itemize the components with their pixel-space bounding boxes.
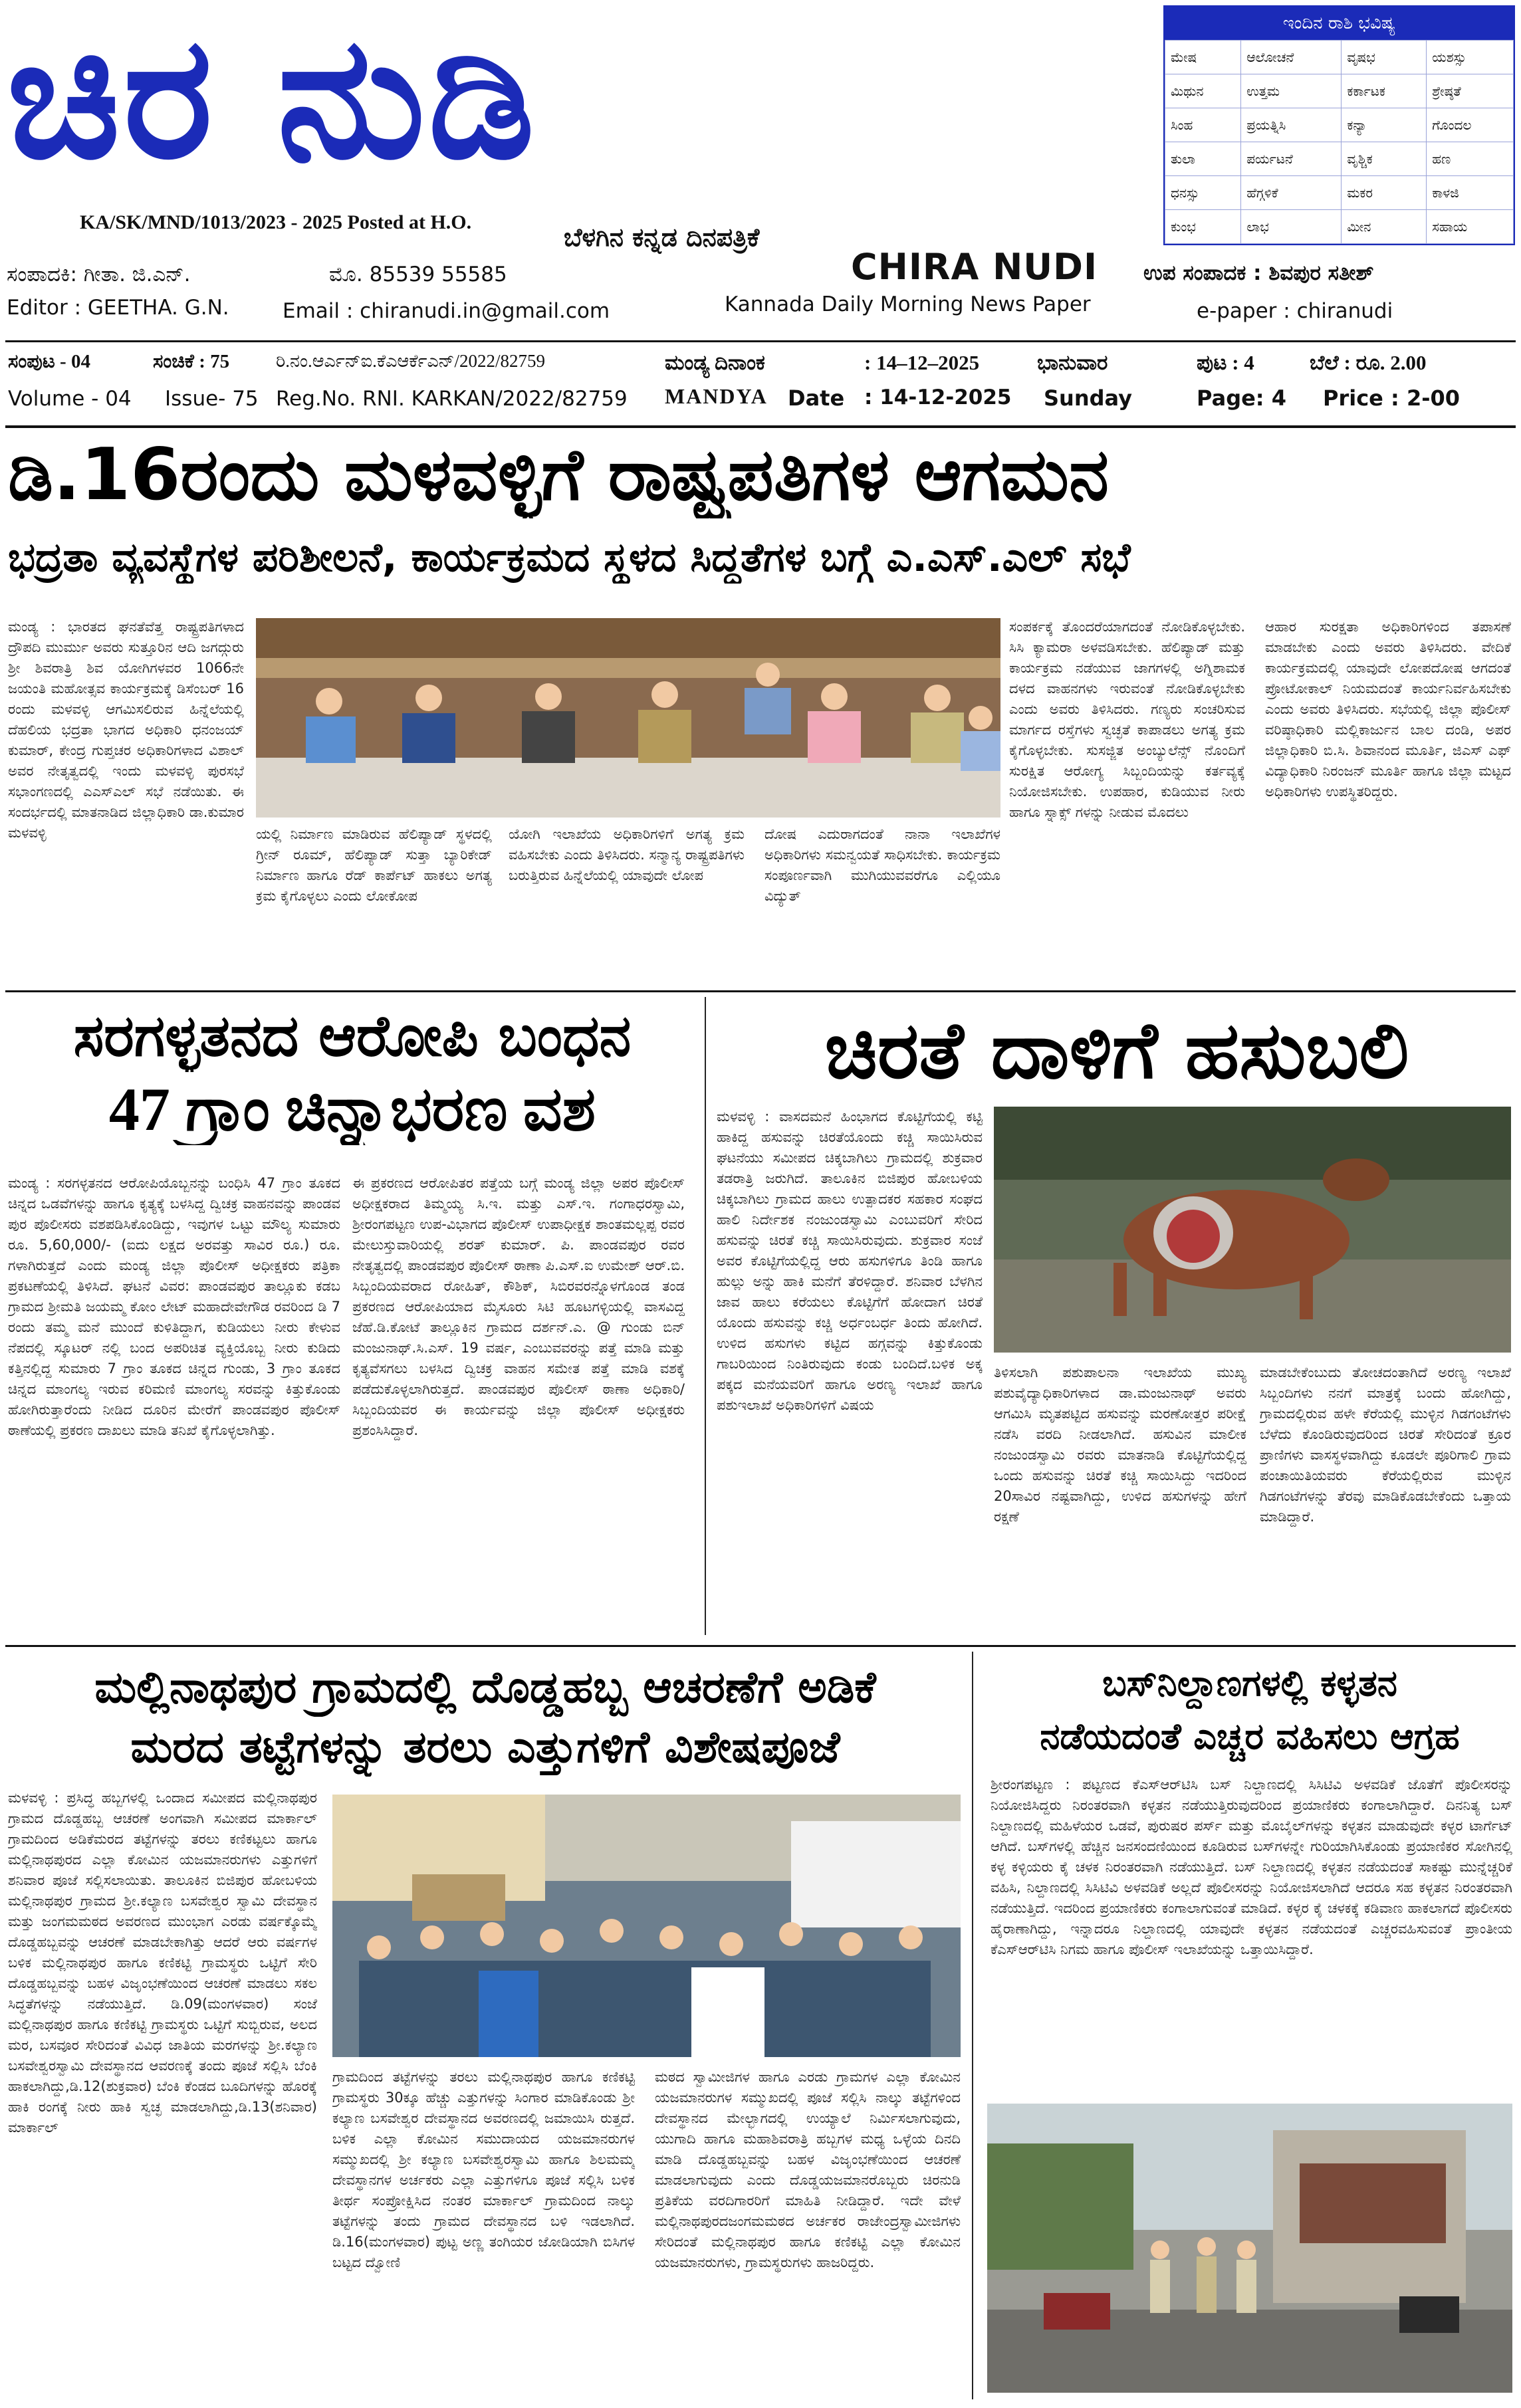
day-en: Sunday [1044, 385, 1132, 411]
leopard-photo [994, 1107, 1511, 1353]
horoscope-box [1163, 5, 1515, 245]
horoscope-table [1165, 40, 1514, 244]
theft-headline-2: 47 ಗ್ರಾಂ ಚಿನ್ನಾಭರಣ ವಶ [108, 1075, 596, 1143]
reg-en: Reg.No. RNI. KARKAN/2022/82759 [276, 387, 628, 411]
leopard-headline: ಚಿರತೆ ದಾಳಿಗೆ ಹಸುಬಲಿ [824, 1004, 1409, 1096]
leopard-column-1: ಮಳವಳ್ಳಿ : ವಾಸದಮನೆ ಹಿಂಭಾಗದ ಕೊಟ್ಟಿಗೆಯಲ್ಲಿ ಕಟ್ಟಿ ಹಾಕಿದ್ದ ಹಸುವನ್ನು ಚಿರತೆಯೊಂದು ಕಚ್ಚಿ ಸಾಯಿಸಿರುವ ಘಟನೆಯು ಸಮೀಪದ ಚಿಕ್ಕಬಾಗಿಲು ಗ್ರಾಮದಲ್ಲಿ ಶುಕ್ರವಾರ ತಡರಾತ್ರಿ ಜರುಗಿದೆ. ತಾಲೂಕಿನ ಬಿಜಿಪುರ ಹೋಬಳಿಯ ಚಿಕ್ಕಬಾಗಿಲು ಗ್ರಾಮದ ಹಾಲು ಉತ್ಪಾದಕರ ಸಹಕಾರ ಸಂಘದ ಹಾಲಿ ನಿರ್ದೇಶಕ ನಂಜುಂಡಸ್ವಾಮಿ ಎಂಬುವರಿಗೆ ಸೇರಿದ ಹಸುವನ್ನು ಚಿರತೆ ಕಚ್ಚಿ ಸಾಯಿಸಿರುವುದು. ಶುಕ್ರವಾರ ಸಂಜೆ ಅವರ ಕೊಟ್ಟಿಗೆಯಲ್ಲಿದ್ದ ಆರು ಹಸುಗಳಿಗೂ ತಿಂಡಿ ಹಾಗೂ ಹುಲ್ಲು ಅನ್ನು ಹಾಕಿ ಮನೆಗೆ ತೆರಳಿದ್ದಾರೆ. ಶನಿವಾರ ಬೆಳಗಿನ ಜಾವ ಹಾಲು ಕರೆಯಲು ಕೊಟ್ಟಿಗೆಗೆ ಹೋದಾಗ ಚಿರತೆ ಯೊಂದು ಹಸುವನ್ನು ಕಚ್ಚಿ ಅರ್ಧಂಬರ್ಧ ತಿಂದು ಹೋಗಿದೆ. ಉಳಿದ ಹಸುಗಳು ಕಟ್ಟಿದ ಹಗ್ಗವನ್ನು ಕಿತ್ತುಕೊಂಡು ಗಾಬರಿಯಿಂದ ನಿಂತಿರುವುದು ಕಂಡು ಬಂದಿದೆ.ಬಳಿಕ ಅಕ್ಕ ಪಕ್ಕದ ಮನೆಯವರಿಗೆ ಹಾಗೂ ಅರಣ್ಯ ಇಲಾಖೆ ಹಾಗೂ ಪಶುಇಲಾಖೆ ಅಧಿಕಾರಿಗಳಿಗೆ ವಿಷಯ [717, 1109, 983, 1413]
zodiac-sign: ಮೇಷ [1165, 41, 1241, 74]
horoscope-row [1165, 210, 1514, 244]
lead-column-6: ಆಹಾರ ಸುರಕ್ಷತಾ ಅಧಿಕಾರಿಗಳಿಂದ ತಪಾಸಣೆ ಮಾಡಬೇಕು ಎಂದು ಅವರು ತಿಳಿಸಿದರು. ವೇದಿಕೆ ಕಾರ್ಯಕ್ರಮದಲ್ಲಿ ಯಾವುದೇ ಲೋಪದೋಷ ಆಗದಂತೆ ಪ್ರೋಟೋಕಾಲ್ ನಿಯಮದಂತೆ ಕಾರ್ಯನಿರ್ವಹಿಸಬೇಕು ಎಂದು ಅವರು ತಿಳಿಸಿದರು. ಸಭೆಯಲ್ಲಿ ಜಿಲ್ಲಾ ಪೊಲೀಸ್ ವರಿಷ್ಠಾಧಿಕಾರಿ ಮಲ್ಲಿಕಾರ್ಜುನ ಬಾಲ ದಂಡಿ, ಅಪರ ಜಿಲ್ಲಾಧಿಕಾರಿ ಬಿ.ಸಿ. ಶಿವಾನಂದ ಮೂರ್ತಿ, ಜಿಎಸ್ ಎಫ್ ವಿದ್ಯಾಧಿಕಾರಿ ನಿರಂಜನ್ ಮೂರ್ತಿ ಹಾಗೂ ಜಿಲ್ಲಾ ಮಟ್ಟದ ಅಧಿಕಾರಿಗಳು ಉಪಸ್ಥಿತರಿದ್ದರು. [1265, 619, 1511, 800]
bus-station-photo [987, 2104, 1512, 2393]
zodiac-sign: ಮಕರ [1342, 176, 1427, 210]
paper-name-english: CHIRA NUDI [851, 246, 1098, 288]
bus-headline-2: ನಡೆಯದಂತೆ ಎಚ್ಚರ ವಹಿಸಲು ಆಗ್ರಹ [1040, 1715, 1460, 1757]
festival-column-3: ಮಠದ ಸ್ವಾಮೀಜಿಗಳ ಹಾಗೂ ಎರಡು ಗ್ರಾಮಗಳ ಎಲ್ಲಾ ಕೋಮಿನ ಯಜಮಾನರುಗಳ ಸಮ್ಮುಖದಲ್ಲಿ ಪೂಜೆ ಸಲ್ಲಿಸಿ ನಾಲ್ಕು ತಟ್ಟೆಗಳಿಂದ ದೇವಸ್ಥಾನದ ಮೇಲ್ಭಾಗದಲ್ಲಿ ಉಯ್ಯಾಲೆ ನಿರ್ಮಿಸಲಾಗುವುದು, ಯುಗಾದಿ ಹಾಗೂ ಮಹಾಶಿವರಾತ್ರಿ ಹಬ್ಬಗಳ ಮಧ್ಯ ಒಳ್ಳೆಯ ದಿನದಿ ಮಾಡಿ ದೊಡ್ಡಹಬ್ಬವನ್ನು ಬಹಳ ವಿಜೃಂಭಣೆಯಿಂದ ಆಚರಣೆ ಮಾಡಲಾಗುವುದು ಎಂದು ದೊಡ್ಡಯಜಮಾನರೊಬ್ಬರು ಚಿರನುಡಿ ಪ್ರತಿಕೆಯ ವರದಿಗಾರರಿಗೆ ಮಾಹಿತಿ ನೀಡಿದ್ದಾರೆ. ಇದೇ ವೇಳೆ ಮಲ್ಲಿನಾಥಪುರದಜಂಗಮಮಠದ ಅರ್ಚಕರ ರಾಜೇಂದ್ರಸ್ವಾಮೀಜಿಗಳು ಸೇರಿದಂತೆ ಮಲ್ಲಿನಾಥಪುರ ಹಾಗೂ ಕಣಿಕಟ್ಟಿ ಎಲ್ಲಾ ಕೋಮಿನ ಯಜಮಾನರುಗಳು, ಗ್ರಾಮಸ್ಥರುಗಳು ಹಾಜರಿದ್ದರು. [655, 2069, 961, 2270]
leopard-column-3: ಮಾಡಬೇಕೆಂಬುದು ತೋಚದಂತಾಗಿದೆ ಅರಣ್ಯ ಇಲಾಖೆ ಸಿಬ್ಬಂದಿಗಳು ನನಗೆ ಮಾತ್ರಕ್ಕೆ ಬಂದು ಹೋಗಿದ್ದು, ಗ್ರಾಮದಲ್ಲಿರುವ ಹಳೇ ಕೆರೆಯಲ್ಲಿ ಮುಳ್ಳಿನ ಗಿಡಗಂಟೆಗಳು ಬೆಳೆದು ಕೊಂಡಿರುವುದರಿಂದ ಚಿರತೆ ಸೇರಿದಂತೆ ಕ್ರೂರ ಪ್ರಾಣಿಗಳು ವಾಸಸ್ಥಳವಾಗಿದ್ದು ಕೂಡಲೇ ಪೂರಿಗಾಲಿ ಗ್ರಾಮ ಪಂಚಾಯಿತಿಯವರು ಕೆರೆಯಲ್ಲಿರುವ ಮುಳ್ಳಿನ ಗಿಡಗಂಟೆಗಳನ್ನು ತೆರವು ಮಾಡಿಕೊಡಬೇಕೆಂದು ಒತ್ತಾಯ ಮಾಡಿದ್ದಾರೆ. [1260, 1365, 1511, 1525]
lead-column-4: ದೋಷ ಎದುರಾಗದಂತೆ ನಾನಾ ಇಲಾಖೆಗಳ ಅಧಿಕಾರಿಗಳು ಸಮನ್ವಯತೆ ಸಾಧಿಸಬೇಕು. ಕಾರ್ಯಕ್ರಮ ಸಂಪೂರ್ಣವಾಗಿ ಮುಗಿಯುವವರೆಗೂ ಎಲ್ಲಿಯೂ ವಿದ್ಯುತ್ [764, 826, 1000, 904]
festival-photo [332, 1795, 961, 2057]
tagline-english: Kannada Daily Morning News Paper [725, 292, 1091, 316]
zodiac-sign: ಕನ್ಯಾ [1342, 108, 1427, 142]
lead-column-1: ಮಂಡ್ಯ : ಭಾರತದ ಘನತೆವೆತ್ತ ರಾಷ್ಟ್ರಪತಿಗಳಾದ ದ್ರೌಪದಿ ಮುರ್ಮು ಅವರು ಸುತ್ತೂರಿನ ಆದಿ ಜಗದ್ಗುರು ಶ್ರೀ ಶಿವರಾತ್ರಿ ಶಿವ ಯೋಗಿಗಳವರ 1066ನೇ ಜಯಂತಿ ಮಹೋತ್ಸವ ಕಾರ್ಯಕ್ರಮಕ್ಕೆ ಡಿಸೆಂಬರ್ 16 ರಂದು ಮಳವಳ್ಳಿ ಆಗಮಿಸಲಿರುವ ಹಿನ್ನೆಲೆಯಲ್ಲಿ ದೆಹಲಿಯ ಭದ್ರತಾ ಭಾಗದ ಅಧಿಕಾರಿ ಧನಂಜಯ್ ಕುಮಾರ್, ಕೇಂದ್ರ ಗುಪ್ತಚರ ಅಧಿಕಾರಿಗಳಾದ ವಿಶಾಲ್ ಅವರ ನೇತೃತ್ವದಲ್ಲಿ ಇಂದು ಮಳವಳ್ಳಿ ಪುರಸಭೆ ಸಭಾಂಗಣದಲ್ಲಿ ಎಎಸ್ಎಲ್ ಸಭೆ ನಡೆಯಿತು. ಈ ಸಂದರ್ಭದಲ್ಲಿ ಮಾತನಾಡಿದ ಜಿಲ್ಲಾಧಿಕಾರಿ ಡಾ.ಕುಮಾರ ಮಳವಳ್ಳಿ [8, 619, 244, 841]
lead-column-2: ಯಲ್ಲಿ ನಿರ್ಮಾಣ ಮಾಡಿರುವ ಹೆಲಿಪ್ಯಾಡ್ ಸ್ಥಳದಲ್ಲಿ ಗ್ರೀನ್ ರೂಮ್, ಹೆಲಿಪ್ಯಾಡ್ ಸುತ್ತಾ ಬ್ಯಾರಿಕೇಡ್ ನಿರ್ಮಾಣ ಹಾಗೂ ರೆಡ್ ಕಾರ್ಪೆಟ್ ಹಾಕಲು ಅಗತ್ಯ ಕ್ರಮ ಕೈಗೊಳ್ಳಲು ಎಂದು ಲೋಕೋಪ [256, 826, 492, 904]
leopard-column-2: ತಿಳಿಸಲಾಗಿ ಪಶುಪಾಲನಾ ಇಲಾಖೆಯ ಮುಖ್ಯ ಪಶುವೈದ್ಯಾಧಿಕಾರಿಗಳಾದ ಡಾ.ಮಂಜುನಾಥ್ ಅವರು ಆಗಮಿಸಿ ಮೃತಪಟ್ಟಿದ ಹಸುವನ್ನು ಮರಣೋತ್ತರ ಪರೀಕ್ಷೆ ನಡೆಸಿ ವರದಿ ನೀಡಲಾಗಿದೆ. ಹಸುವಿನ ಮಾಲೀಕ ನಂಜುಂಡಸ್ವಾಮಿ ರವರು ಮಾತನಾಡಿ ಕೊಟ್ಟಿಗೆಯಲ್ಲಿದ್ದ ಒಂದು ಹಸುವನ್ನು ಚಿರತೆ ಕಚ್ಚಿ ಸಾಯಿಸಿದ್ದು ಇದರಿಂದ 20ಸಾವಿರ ನಷ್ಟವಾಗಿದ್ದು, ಉಳಿದ ಹಸುಗಳನ್ನು ಹೇಗೆ ರಕ್ಷಣೆ [994, 1365, 1246, 1525]
festival-column-2: ಗ್ರಾಮದಿಂದ ತಟ್ಟೆಗಳನ್ನು ತರಲು ಮಲ್ಲಿನಾಥಪುರ ಹಾಗೂ ಕಣಿಕಟ್ಟಿ ಗ್ರಾಮಸ್ಥರು 30ಕ್ಕೂ ಹೆಚ್ಚು ಎತ್ತುಗಳನ್ನು ಸಿಂಗಾರ ಮಾಡಿಕೊಂಡು ಶ್ರೀ ಕಲ್ಯಾಣ ಬಸವೇಶ್ವರ ದೇವಸ್ಥಾನದ ಅವರಣದಲ್ಲಿ ಜಮಾಯಿಸಿ ರುತ್ತದೆ. ಬಳಿಕ ಎಲ್ಲಾ ಕೋಮಿನ ಸಮುದಾಯದ ಯಜಮಾನರುಗಳ ಸಮ್ಮುಖದಲ್ಲಿ ಶ್ರೀ ಕಲ್ಯಾಣ ಬಸವೇಶ್ವರಸ್ವಾಮಿ ಹಾಗೂ ಶಿಲಮಮ್ಮ ದೇವಸ್ಥಾನಗಳ ಅರ್ಚಕರು ಎಲ್ಲಾ ಎತ್ತುಗಳಿಗೂ ಪೂಜೆ ಸಲ್ಲಿಸಿ ಬಳಿಕ ತೀರ್ಥ ಸಂಪ್ರೋಕ್ಷಿಸಿದ ನಂತರ ಮಾರ್ಕಾಲ್ ಗ್ರಾಮದಿಂದ ನಾಲ್ಕು ತಟ್ಟೆಗಳನ್ನು ತಂದು ಗ್ರಾಮದ ದೇವಸ್ಥಾನದ ಬಳಿ ಇಡಲಾಗಿದೆ. ಡಿ.16(ಮಂಗಳವಾರ) ಪುಟ್ಟ ಅಣ್ಣ ತಂಗಿಯರ ಜೋಡಿಯಾಗಿ ಬಿಸಿಗಳ ಬಟ್ಟದ ದ್ವೋಣಿ [332, 2069, 635, 2270]
issue-bar-rule [5, 425, 1516, 428]
zodiac-sign: ವೃಶ್ಚಿಕ [1342, 142, 1427, 176]
theft-column-1: ಮಂಡ್ಯ : ಸರಗಳ್ಳತನದ ಆರೋಪಿಯೊಬ್ಬನನ್ನು ಬಂಧಿಸಿ 47 ಗ್ರಾಂ ತೂಕದ ಚಿನ್ನದ ಒಡವೆಗಳನ್ನು ಹಾಗೂ ಕೃತ್ಯಕ್ಕೆ ಬಳಸಿದ್ದ ದ್ವಿಚಕ್ರ ವಾಹನವನ್ನು ಪಾಂಡವ ಪುರ ಪೊಲೀಸರು ವಶಪಡಿಸಿಕೊಂಡಿದ್ದು, ಇವುಗಳ ಒಟ್ಟು ಮೌಲ್ಯ ಸುಮಾರು ರೂ. 5,60,000/- (ಐದು ಲಕ್ಷದ ಅರವತ್ತು ಸಾವಿರ ರೂ.) ರೂ. ಗಳಾಗಿರುತ್ತದೆ ಎಂದು ಮಂಡ್ಯ ಜಿಲ್ಲಾ ಪೊಲೀಸ್ ಅಧೀಕ್ಷಕರು ಪತ್ರಿಕಾ ಪ್ರಕಟಣೆಯಲ್ಲಿ ತಿಳಿಸಿದೆ. ಘಟನೆ ವಿವರ: ಪಾಂಡವಪುರ ತಾಲ್ಲೂಕು ಕಡಬ ಗ್ರಾಮದ ಶ್ರೀಮತಿ ಜಯಮ್ಮ ಕೋಂ ಲೇಟ್ ಮಹಾದೇವೇಗೌಡ ರವರಿಂದ ಡಿ 7 ರಂದು ತಮ್ಮ ಮನೆ ಮುಂದೆ ಕುಳಿತಿದ್ದಾಗ, ಕುಡಿಯಲು ನೀರು ಕೇಳುವ ನೆಪದಲ್ಲಿ ಸ್ಕೂಟರ್ ನಲ್ಲಿ ಬಂದ ಅಪರಿಚಿತ ವ್ಯಕ್ತಿಯೊಬ್ಬ ನೀರು ಕುಡಿದು ಕತ್ತಿನಲ್ಲಿದ್ದ ಸುಮಾರು 7 ಗ್ರಾಂ ತೂಕದ ಚಿನ್ನದ ಗುಂಡು, 3 ಗ್ರಾಂ ತೂಕದ ಚಿನ್ನದ ಮಾಂಗಲ್ಯ ಇರುವ ಕರಿಮಣಿ ಮಾಂಗಲ್ಯ ಸರವನ್ನು ಕಿತ್ತುಕೊಂಡು ಹೋಗಿರುತ್ತಾರೆಂದು ನೀಡಿದ ದೂರಿನ ಮೇರೆಗೆ ಪಾಂಡವಪುರ ಪೊಲೀಸ್ ಠಾಣೆಯಲ್ಲಿ ಪ್ರಕರಣ ದಾಖಲು ಮಾಡಿ ತನಿಖೆ ಕೈಗೊಳ್ಳಲಾಗಿತ್ತು. [8, 1175, 340, 1438]
lead-column-5: ಸಂಪರ್ಕಕ್ಕೆ ತೊಂದರೆಯಾಗದಂತೆ ನೋಡಿಕೊಳ್ಳಬೇಕು. ಸಿಸಿ ಕ್ಯಾಮರಾ ಅಳವಡಿಸಬೇಕು. ಹೆಲಿಪ್ಯಾಡ್ ಮತ್ತು ಕಾರ್ಯಕ್ರಮ ನಡೆಯುವ ಜಾಗಗಳಲ್ಲಿ ಅಗ್ನಿಶಾಮಕ ದಳದ ವಾಹನಗಳು ಇರುವಂತೆ ನೋಡಿಕೊಳ್ಳಬೇಕು ಎಂದು ಅವರು ತಿಳಿಸಿದರು. ಗಣ್ಯರು ಸಂಚರಿಸುವ ಮಾರ್ಗದ ರಸ್ತೆಗಳು ಸ್ವಚ್ಛತೆ ಕಾಪಾಡಲು ಅಗತ್ಯ ಕ್ರಮ ಕೈಗೊಳ್ಳಬೇಕು. ಸುಸಜ್ಜಿತ ಅಂಬ್ಯುಲೆನ್ಸ್ ನೊಂದಿಗೆ ಸುರಕ್ಷಿತ ಆರೋಗ್ಯ ಸಿಬ್ಬಂದಿಯನ್ನು ಕರ್ತವ್ಯಕ್ಕೆ ನಿಯೋಜಿಸಬೇಕು. ಉಪಹಾರ, ಕುಡಿಯುವ ನೀರು ಹಾಗೂ ಸ್ನಾಕ್ಸ್ ಗಳನ್ನು ನೀಡುವ ಮೊದಲು [1009, 619, 1245, 820]
column-divider-1 [705, 997, 706, 1635]
tagline-kannada: ಬೆಳಗಿನ ಕನ್ನಡ ದಿನಪತ್ರಿಕೆ [564, 223, 760, 252]
zodiac-sign: ಧನಸ್ಸು [1165, 176, 1241, 210]
issue-en: Issue- 75 [165, 387, 259, 411]
zodiac-sign: ತುಲಾ [1165, 142, 1241, 176]
volume-en: Volume - 04 [8, 387, 132, 411]
dead-cow-photo-image [994, 1107, 1511, 1353]
editor-email: Email : chiranudi.in@gmail.com [283, 299, 610, 323]
festival-procession-photo-image [332, 1795, 961, 2057]
zodiac-prediction: ಹೆಗ್ಗಳಿಕೆ [1241, 176, 1342, 210]
zodiac-sign: ಮೀನ [1342, 210, 1427, 244]
theft-headline-1: ಸರಗಳ್ಳತನದ ಆರೋಪಿ ಬಂಧನ [73, 1003, 632, 1069]
sub-editor: ಉಪ ಸಂಪಾದಕ : ಶಿವಪುರ ಸತೀಶ್ [1143, 261, 1374, 285]
section-rule-2 [5, 1645, 1516, 1647]
horoscope-row [1165, 74, 1514, 108]
editor-mobile: ಮೊ. 85539 55585 [329, 263, 507, 286]
festival-headline-2: ಮರದ ತಟ್ಟೆಗಳನ್ನು ತರಲು ಎತ್ತುಗಳಿಗೆ ವಿಶೇಷಪೂಜೆ [130, 1721, 840, 1773]
zodiac-prediction: ಆಲೋಚನೆ [1241, 41, 1342, 74]
zodiac-sign: ವೃಷಭ [1342, 41, 1427, 74]
masthead-rule [5, 340, 1516, 342]
bus-headline-1: ಬಸ್‌ನಿಲ್ದಾಣಗಳಲ್ಲಿ ಕಳ್ಳತನ [1102, 1662, 1397, 1704]
festival-headline-1: ಮಲ್ಲಿನಾಥಪುರ ಗ್ರಾಮದಲ್ಲಿ ದೊಡ್ಡಹಬ್ಬ ಆಚರಣೆಗೆ ಅಡಿಕೆ [94, 1662, 876, 1713]
masthead-title: ಚಿರ ನುಡಿ [7, 3, 538, 193]
lead-column-3: ಯೋಗಿ ಇಲಾಖೆಯ ಅಧಿಕಾರಿಗಳಿಗೆ ಅಗತ್ಯ ಕ್ರಮ ವಹಿಸಬೇಕು ಎಂದು ತಿಳಿಸಿದರು. ಸನ್ಮಾನ್ಯ ರಾಷ್ಟ್ರಪತಿಗಳು ಬರುತ್ತಿರುವ ಹಿನ್ನೆಲೆಯಲ್ಲಿ ಯಾವುದೇ ಲೋಪ [509, 826, 745, 883]
zodiac-sign: ಕುಂಭ [1165, 210, 1241, 244]
epaper: e-paper : chiranudi [1197, 299, 1393, 323]
day-kn: ಭಾನುವಾರ [1037, 351, 1108, 374]
zodiac-prediction: ಗೊಂದಲ [1427, 108, 1514, 142]
place-en: MANDYA [665, 384, 768, 408]
meeting-photo-image [256, 618, 1000, 818]
issue-kn: ಸಂಚಿಕೆ : 75 [153, 351, 230, 372]
lead-subheadline: ಭದ್ರತಾ ವ್ಯವಸ್ಥೆಗಳ ಪರಿಶೀಲನೆ, ಕಾರ್ಯಕ್ರಮದ ಸ್ಥಳದ ಸಿದ್ಧತೆಗಳ ಬಗ್ಗೆ ಎ.ಎಸ್.ಎಲ್ ಸಭೆ [8, 534, 1131, 581]
zodiac-prediction: ಸಹಾಯ [1427, 210, 1514, 244]
page-kn: ಪುಟ : 4 [1197, 351, 1254, 374]
editor-kannada: ಸಂಪಾದಕಿ: ಗೀತಾ. ಜಿ.ಎನ್. [7, 263, 191, 286]
zodiac-sign: ಕರ್ಕಾಟಕ [1342, 74, 1427, 108]
section-rule-1 [5, 990, 1516, 992]
horoscope-title: ಇಂದಿನ ರಾಶಿ ಭವಿಷ್ಯ [1165, 7, 1514, 40]
editor-english: Editor : GEETHA. G.N. [7, 296, 229, 320]
date-en: : 14-12-2025 [864, 385, 1012, 409]
theft-column-2: ಈ ಪ್ರಕರಣದ ಆರೋಪಿತರ ಪತ್ತೆಯ ಬಗ್ಗೆ ಮಂಡ್ಯ ಜಿಲ್ಲಾ ಅಪರ ಪೊಲೀಸ್ ಅಧೀಕ್ಷಕರಾದ ತಿಮ್ಮಯ್ಯ ಸಿ.ಇ. ಮತ್ತು ಎಸ್.ಇ. ಗಂಗಾಧರಸ್ವಾಮಿ, ಶ್ರೀರಂಗಪಟ್ಟಣ ಉಪ-ವಿಭಾಗದ ಪೊಲೀಸ್ ಉಪಾಧೀಕ್ಷಕ ಶಾಂತಮಲ್ಲಪ್ಪ ರವರ ಮೇಲುಸ್ತುವಾರಿಯಲ್ಲಿ ಶರತ್ ಕುಮಾರ್. ಪಿ. ಪಾಂಡವಪುರ ರವರ ನೇತೃತ್ವದಲ್ಲಿ ಪಾಂಡವಪುರ ಪೊಲೀಸ್ ಠಾಣಾ ಪಿ.ಎಸ್.ಐ ಉಮೇಶ್ ಆರ್.ಬಿ. ಸಿಬ್ಬಂದಿಯವರಾದ ರೋಹಿತ್, ಕೌಶಿಕ್, ಸಿಬಿರವರನ್ನೊಳಗೊಂಡ ತಂಡ ಪ್ರಕರಣದ ಆರೋಪಿಯಾದ ಮೈಸೂರು ಸಿಟಿ ಹೂಟಗಳ್ಳಿಯಲ್ಲಿ ವಾಸವಿದ್ದ ಜೆಹೆ.ಡಿ.ಕೋಟೆ ತಾಲ್ಲೂಕಿನ ಗ್ರಾಮದ ದರ್ಶನ್.ಎ. @ ಗುಂಡು ಬಿನ್ ಮಂಜುನಾಥ್.ಸಿ.ಎಸ್. 19 ವರ್ಷ, ಎಂಬುವವರನ್ನು ಪತ್ತೆ ಮಾಡಿ ಮತ್ತು ಕೃತ್ಯವೆಸಗಲು ಬಳಸಿದ ದ್ವಿಚಕ್ರ ವಾಹನ ಸಮೇತ ಪತ್ತೆ ಮಾಡಿ ವಶಕ್ಕೆ ಪಡೆದುಕೊಳ್ಳಲಾಗಿರುತ್ತದೆ. ಪಾಂಡವಪುರ ಪೊಲೀಸ್ ಠಾಣಾ ಅಧಿಕಾರಿ/ಸಿಬ್ಬಂದಿಯವರ ಈ ಕಾರ್ಯವನ್ನು ಜಿಲ್ಲಾ ಪೊಲೀಸ್ ಅಧೀಕ್ಷಕರು ಪ್ರಶಂಸಿಸಿದ್ದಾರೆ. [352, 1175, 685, 1438]
zodiac-prediction: ಶ್ರೇಷ್ಠತೆ [1427, 74, 1514, 108]
reg-kn: ರಿ.ನಂ.ಆರ್ಎನ್ಐ.ಕೆಎಆರ್ಕೆಎನ್/2022/82759 [276, 351, 546, 371]
postal-registration: KA/SK/MND/1013/2023 - 2025 Posted at H.O. [80, 211, 472, 233]
price-en: Price : 2-00 [1323, 385, 1461, 411]
zodiac-prediction: ಯಶಸ್ಸು [1427, 41, 1514, 74]
zodiac-sign: ಮಿಥುನ [1165, 74, 1241, 108]
column-divider-2 [972, 1652, 973, 2399]
price-kn: ಬೆಲೆ : ರೂ. 2.00 [1310, 351, 1427, 374]
lead-photo-meeting [256, 618, 1000, 818]
zodiac-prediction: ಹಣ [1427, 142, 1514, 176]
bus-station-photo-image [987, 2104, 1512, 2393]
zodiac-prediction: ಪರ್ಯಟನೆ [1241, 142, 1342, 176]
festival-column-1: ಮಳವಳ್ಳಿ : ಪ್ರಸಿದ್ಧ ಹಬ್ಬಗಳಲ್ಲಿ ಒಂದಾದ ಸಮೀಪದ ಮಲ್ಲಿನಾಥಪುರ ಗ್ರಾಮದ ದೊಡ್ಡಹಬ್ಬ ಆಚರಣೆ ಅಂಗವಾಗಿ ಸಮೀಪದ ಮಾರ್ಕಾಲ್ ಗ್ರಾಮದಿಂದ ಅಡಿಕೆಮರದ ತಟ್ಟೆಗಳನ್ನು ತರಲು ಕಣಿಕಟ್ಟಲು ಹಾಗೂ ಮಲ್ಲಿನಾಥಪುರದ ಎಲ್ಲಾ ಕೋಮಿನ ಯಜಮಾನರುಗಳು ಎತ್ತುಗಳಿಗೆ ಶನಿವಾರ ಪೂಜೆ ಸಲ್ಲಿಸಲಾಯಿತು. ತಾಲೂಕಿನ ಬಿಜಿಪುರ ಹೋಬಳಿಯ ಮಲ್ಲಿನಾಥಪುರ ಗ್ರಾಮದ ಶ್ರೀ.ಕಲ್ಯಾಣ ಬಸವೇಶ್ವರ ಸ್ವಾಮಿ ದೇವಸ್ಥಾನ ಮತ್ತು ಜಂಗಮಮಠದ ಅವರಣದ ಮುಂಭಾಗ ಎರಡು ವರ್ಷಕ್ಕೊಮ್ಮೆ ದೊಡ್ಡಹಬ್ಬವನ್ನು ಆಚರಣೆ ಮಾಡಬೇಕಾಗಿತ್ತು ಆದರೆ ಆರು ವರ್ಷಗಳ ಬಳಿಕ ಮಲ್ಲಿನಾಥಪುರ ಹಾಗೂ ಕಣಿಕಟ್ಟಿ ಗ್ರಾಮಸ್ಥರು ಒಟ್ಟಿಗೆ ಸೇರಿ ದೊಡ್ಡಹಬ್ಬವನ್ನು ಬಹಳ ವಿಜೃಂಭಣೆಯಿಂದ ಆಚರಣೆ ಮಾಡಲು ಸಕಲ ಸಿದ್ಧತೆಗಳನ್ನು ನಡೆಯುತ್ತಿದೆ. ಡಿ.09(ಮಂಗಳವಾರ) ಸಂಜೆ ಮಲ್ಲಿನಾಥಪುರ ಹಾಗೂ ಕಣಿಕಟ್ಟಿ ಗ್ರಾಮಸ್ಥರು ಒಟ್ಟಿಗೆ ಸುಬ್ಬಿರುವ, ಅಲದ ಮರ, ಬಸವೂರ ಸೇರಿದಂತೆ ವಿವಿಧ ಜಾತಿಯ ಮರಗಳನ್ನು ಶ್ರೀ.ಕಲ್ಯಾಣ ಬಸವೇಶ್ವರಸ್ವಾಮಿ ದೇವಸ್ಥಾನದ ಆವರಣಕ್ಕೆ ತಂದು ಪೂಜೆ ಸಲ್ಲಿಸಿ ಬೆಂಕಿ ಹಾಕಲಾಗಿದ್ದು,ಡಿ.12(ಶುಕ್ರವಾರ) ಬೆಂಕಿ ಕೆಂಡದ ಬೂದಿಗಳನ್ನು ಹೊರಕ್ಕೆ ಹಾಕಿ ರಂಗಕ್ಕೆ ನೀರು ಹಾಕಿ ಸ್ವಚ್ಛ ಮಾಡಲಾಗಿದ್ದು,ಡಿ.13(ಶನಿವಾರ) ಮಾರ್ಕಾಲ್ [8, 1790, 317, 2135]
page-en: Page: 4 [1197, 385, 1286, 411]
zodiac-prediction: ಲಾಭ [1241, 210, 1342, 244]
bus-article-body: ಶ್ರೀರಂಗಪಟ್ಟಣ : ಪಟ್ಟಣದ ಕೆಎಸ್ಆರ್‌ಟಿಸಿ ಬಸ್ ನಿಲ್ದಾಣದಲ್ಲಿ ಸಿಸಿಟಿವಿ ಅಳವಡಿಕೆ ಜೊತೆಗೆ ಪೊಲೀಸರನ್ನು ನಿಯೋಜಿಸಿದ್ದರು ನಿರಂತರವಾಗಿ ಕಳ್ಳತನ ನಡೆಯುತ್ತಿರುವುದರಿಂದ ಪ್ರಯಾಣಿಕರು ಕಂಗಾಲಾಗಿದ್ದಾರೆ. ದಿನನಿತ್ಯ ಬಸ್ ನಿಲ್ದಾಣದಲ್ಲಿ ಮಹಿಳೆಯರ ಒಡವೆ, ಪುರುಷರ ಪರ್ಸ್ ಮತ್ತು ಮೊಬೈಲ್‌ಗಳನ್ನು ಕಳ್ಳತನ ಮಾಡುವುದೇ ಕಳ್ಳರ ಟಾರ್ಗೆಟ್ ಆಗಿದೆ. ಬಸ್‌ಗಳಲ್ಲಿ ಹೆಚ್ಚಿನ ಜನಸಂದಣಿಯಿಂದ ಕೂಡಿರುವ ಬಸ್‌ಗಳನ್ನೇ ಗುರಿಯಾಗಿಸಿಕೊಂಡು ಪ್ರಯಾಣಿಕರ ಸೋಗಿನಲ್ಲಿ ಕಳ್ಳ ಕಳ್ಳಿಯರು ಕೈ ಚಳಕ ನಿರಂತರವಾಗಿ ನಡೆಯುತ್ತಿದೆ. ಬಸ್ ನಿಲ್ದಾಣದಲ್ಲಿ ಕಳ್ಳತನ ನಡೆಯದಂತೆ ಸಾಕಷ್ಟು ಮುನ್ನೆಚ್ಚರಿಕೆ ವಹಿಸಿ, ನಿಲ್ದಾಣದಲ್ಲಿ ಸಿಸಿಟಿವಿ ಅಳವಡಿಕೆ ಅಲ್ಲದೆ ಪೊಲೀಸರನ್ನು ನಿಯೋಜಿಸಲಾಗಿದೆ ಆದರೂ ಸಹ ಕಳ್ಳತನ ನಿರಂತರವಾಗಿ ನಡೆಯುತ್ತಿದೆ. ಇದರಿಂದ ಪ್ರಯಾಣಿಕರು ಕಂಗಾಲಾಗುವಂತೆ ಮಾಡಿದೆ. ಕಳ್ಳರ ಕೈ ಚಳಕಕ್ಕೆ ಕಡಿವಾಣ ಹಾಕಲಾಗದೆ ಪೊಲೀಸರು ಹೈರಾಣಾಗಿದ್ದು, ಇನ್ನಾದರೂ ನಿಲ್ದಾಣದಲ್ಲಿ ಯಾವುದೇ ಕಳ್ಳತನ ನಡೆಯದಂತೆ ಎಚ್ಚರವಹಿಸುವಂತೆ ಪ್ರಾಂತೀಯ ಕೆಎಸ್ಆರ್‌ಟಿಸಿ ನಿಗಮ ಹಾಗೂ ಪೊಲೀಸ್ ಇಲಾಖೆಯನ್ನು ಒತ್ತಾಯಿಸಿದ್ದಾರೆ. [991, 1777, 1512, 1957]
zodiac-prediction: ಪ್ರಯತ್ನಿಸಿ [1241, 108, 1342, 142]
place-kn: ಮಂಡ್ಯ ದಿನಾಂಕ [665, 351, 765, 374]
lead-headline: ಡಿ.16ರಂದು ಮಳವಳ್ಳಿಗೆ ರಾಷ್ಟ್ರಪತಿಗಳ ಆಗಮನ [8, 433, 1110, 516]
zodiac-prediction: ಕಾಳಜಿ [1427, 176, 1514, 210]
date-kn: : 14–12–2025 [864, 351, 980, 374]
zodiac-sign: ಸಿಂಹ [1165, 108, 1241, 142]
volume-kn: ಸಂಪುಟ - 04 [8, 351, 90, 372]
horoscope-row [1165, 41, 1514, 74]
horoscope-row [1165, 108, 1514, 142]
horoscope-row [1165, 176, 1514, 210]
horoscope-row [1165, 142, 1514, 176]
zodiac-prediction: ಉತ್ತಮ [1241, 74, 1342, 108]
date-label-en: Date [788, 385, 845, 411]
